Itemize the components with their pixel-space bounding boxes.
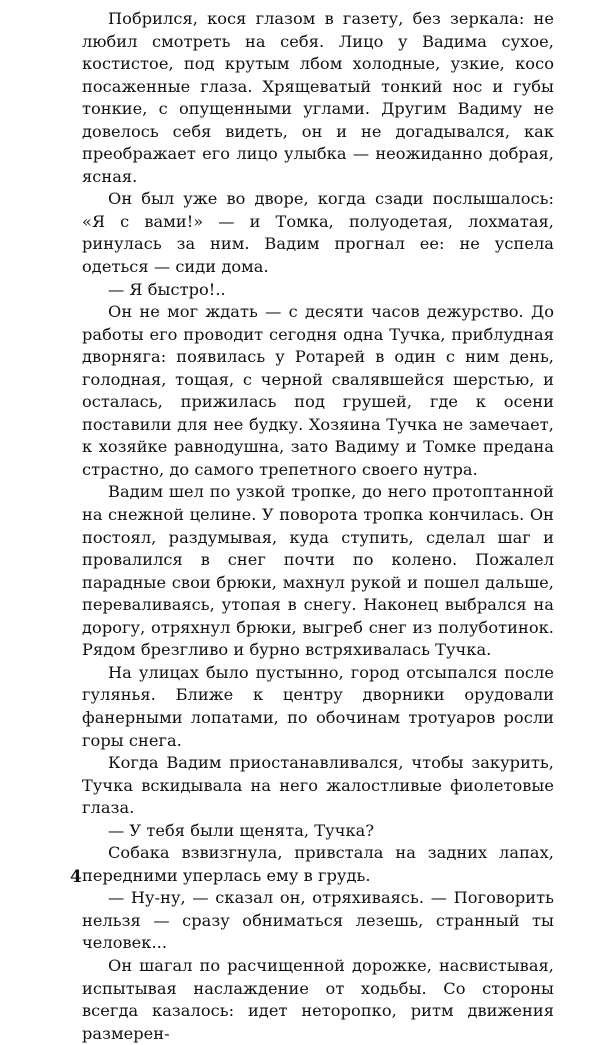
page-number: 4 bbox=[70, 867, 82, 887]
paragraph: — У тебя были щенята, Тучка? bbox=[108, 820, 375, 840]
paragraph: Собака взвизгнула, привстала на задних лапах, передними уперлась ему в грудь. bbox=[82, 843, 554, 885]
paragraph: Когда Вадим приостанавливался, чтобы закурить, Тучка вскидывала на него жалостливые фиолетовые глаза. bbox=[82, 753, 554, 818]
paragraph: Он шагал по расчищенной дорожке, насвистывая, испытывая наслаждение от ходьбы. Со стороны всегда казалось: идет неторопко, ритм движения размерен- bbox=[82, 955, 554, 1043]
paragraph: Он был уже во дворе, когда сзади послышалось: «Я с вами!» — и Томка, полуодетая, лохматая, ринулась за ним. Вадим прогнал ее: не успела одеться — сиди дома. bbox=[82, 189, 554, 277]
paragraph: На улицах было пустынно, город отсыпался после гулянья. Ближе к центру дворники орудовали фанерными лопатами, по обочинам тротуаров росли горы снега. bbox=[82, 662, 554, 750]
paragraph: — Ну-ну, — сказал он, отряхиваясь. — Поговорить нельзя — сразу обниматься лезешь, странный ты человек... bbox=[82, 888, 554, 953]
paragraph: Он не мог ждать — с десяти часов дежурство. До работы его проводит сегодня одна Тучка, приблудная дворняга: появилась у Ротарей в один с ним день, голодная, тощая, с черной свалявшейся шерстью, и осталась, прижилась под грушей, где к осени поставили для нее будку. Хозяина Тучка не замечает, к хозяйке равнодушна, зато Вадиму и Томке предана страстно, до самого трепетного своего нутра. bbox=[82, 302, 554, 479]
paragraph: — Я быстро!.. bbox=[108, 279, 226, 299]
paragraph: Побрился, кося глазом в газету, без зеркала: не любил смотреть на себя. Лицо у Вадима сухое, костистое, под крутым лбом холодные, узкие, косо посаженные глаза. Хрящеватый тонкий нос и губы тонкие, с опущенными углами. Другим Вадиму не довелось себя видеть, он и не догадывался, как преображает его лицо улыбка — неожиданно добрая, ясная. bbox=[82, 9, 554, 186]
page-body bbox=[82, 8, 554, 1045]
paragraph: Вадим шел по узкой тропке, до него протоптанной на снежной целине. У поворота тропка кончилась. Он постоял, раздумывая, куда ступить, сделал шаг и провалился в снег почти по колено. Пожалел парадные свои брюки, махнул рукой и пошел дальше, переваливаясь, утопая в снегу. Наконец выбрался на дорогу, отряхнул брюки, выгреб снег из полуботинок. Рядом брезгливо и бурно встряхивалась Тучка. bbox=[82, 482, 554, 660]
